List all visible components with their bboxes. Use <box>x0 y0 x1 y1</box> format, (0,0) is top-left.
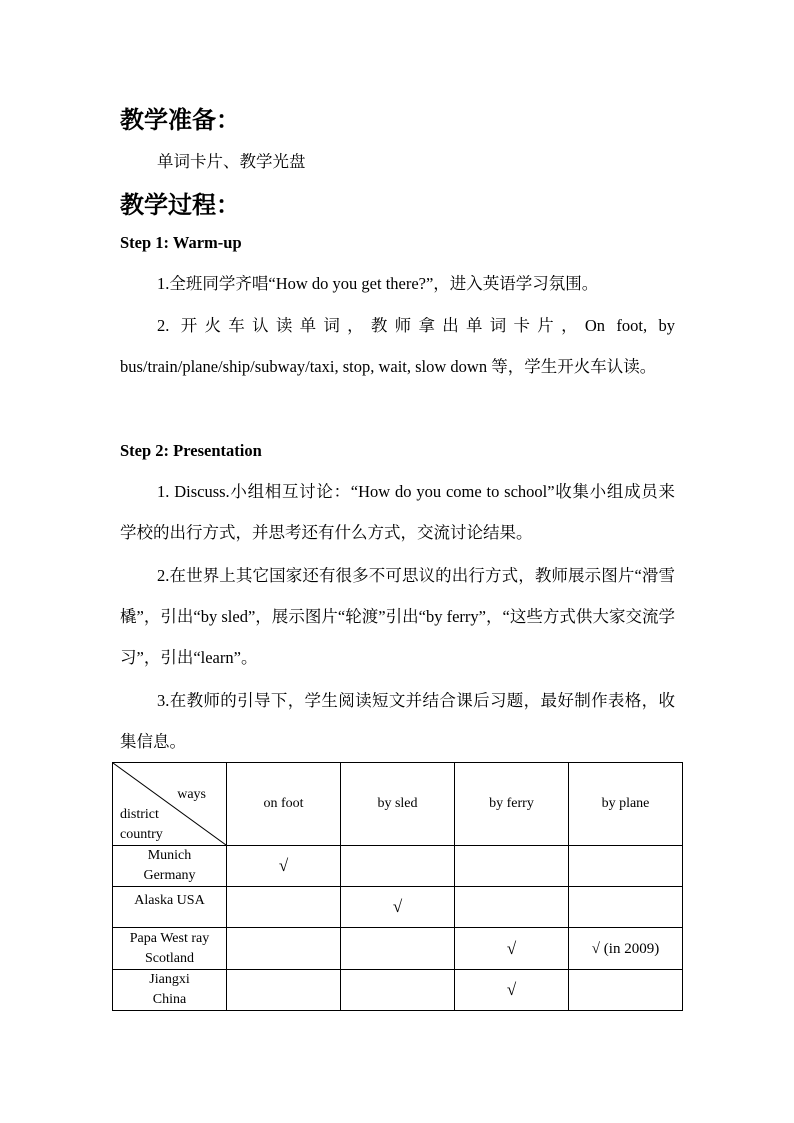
step2-title: Step 2: Presentation <box>120 441 262 460</box>
step1-paragraph-1: 1.全班同学齐唱“How do you get there?”，进入英语学习氛围。 <box>157 274 599 293</box>
table-cell: √ <box>455 928 569 970</box>
table-corner-cell <box>113 763 227 846</box>
table-cell <box>227 887 341 928</box>
place-line: Munich <box>147 848 192 863</box>
table-cell <box>341 846 455 887</box>
table-cell: √ <box>227 846 341 887</box>
step1-paragraph-2: 2. 开火车认读单词，教师拿出单词卡片，On foot, by bus/train/plane/ship/subway/taxi, stop, wait, slow down 等，学生开火车认读。 <box>120 316 675 376</box>
place-line: Jiangxi <box>149 972 190 987</box>
place-line: Scotland <box>145 950 194 966</box>
column-header: by sled <box>341 763 455 846</box>
place-line: China <box>152 992 187 1007</box>
table-cell <box>341 928 455 970</box>
table-cell <box>569 970 683 1011</box>
row-place <box>113 970 227 1011</box>
corner-label-country: country <box>120 827 163 842</box>
table-row <box>113 887 683 928</box>
table-cell <box>227 928 341 970</box>
column-header: by plane <box>569 763 683 846</box>
table-row <box>113 846 683 887</box>
row-place <box>113 928 227 970</box>
column-header: on foot <box>227 763 341 846</box>
table-row <box>113 970 683 1011</box>
step2-paragraph-1: 1. Discuss.小组相互讨论：“How do you come to school”收集小组成员来学校的出行方式，并思考还有什么方式，交流讨论结果。 <box>120 482 675 542</box>
step2-paragraph-3: 3.在教师的引导下，学生阅读短文并结合课后习题，最好制作表格，收集信息。 <box>120 691 675 751</box>
table-cell <box>455 887 569 928</box>
table-cell <box>455 846 569 887</box>
table-cell <box>569 887 683 928</box>
table-cell <box>341 970 455 1011</box>
table-header-row <box>113 763 683 846</box>
row-place <box>113 846 227 887</box>
travel-ways-table <box>112 762 683 1011</box>
heading-process: 教学过程： <box>120 191 240 219</box>
place-line: Papa West ray <box>129 930 210 946</box>
table-cell: √ <box>341 887 455 928</box>
table-cell: √ (in 2009) <box>569 928 683 970</box>
heading-preparation: 教学准备： <box>120 106 240 134</box>
column-header: by ferry <box>455 763 569 846</box>
corner-label-ways: ways <box>177 787 206 802</box>
table-cell <box>227 970 341 1011</box>
place-line: Alaska USA <box>134 893 205 908</box>
corner-label-district: district <box>120 807 159 822</box>
row-place <box>113 887 227 928</box>
table-cell <box>569 846 683 887</box>
table-row <box>113 928 683 970</box>
step1-title: Step 1: Warm-up <box>120 233 242 252</box>
step2-paragraph-2: 2.在世界上其它国家还有很多不可思议的出行方式，教师展示图片“滑雪橇”，引出“by sled”，展示图片“轮渡”引出“by ferry”，“这些方式供大家交流学习”，引出“learn”。 <box>120 566 675 667</box>
preparation-items: 单词卡片、教学光盘 <box>157 152 306 171</box>
place-line: Germany <box>143 868 196 883</box>
table-cell: √ <box>455 970 569 1011</box>
